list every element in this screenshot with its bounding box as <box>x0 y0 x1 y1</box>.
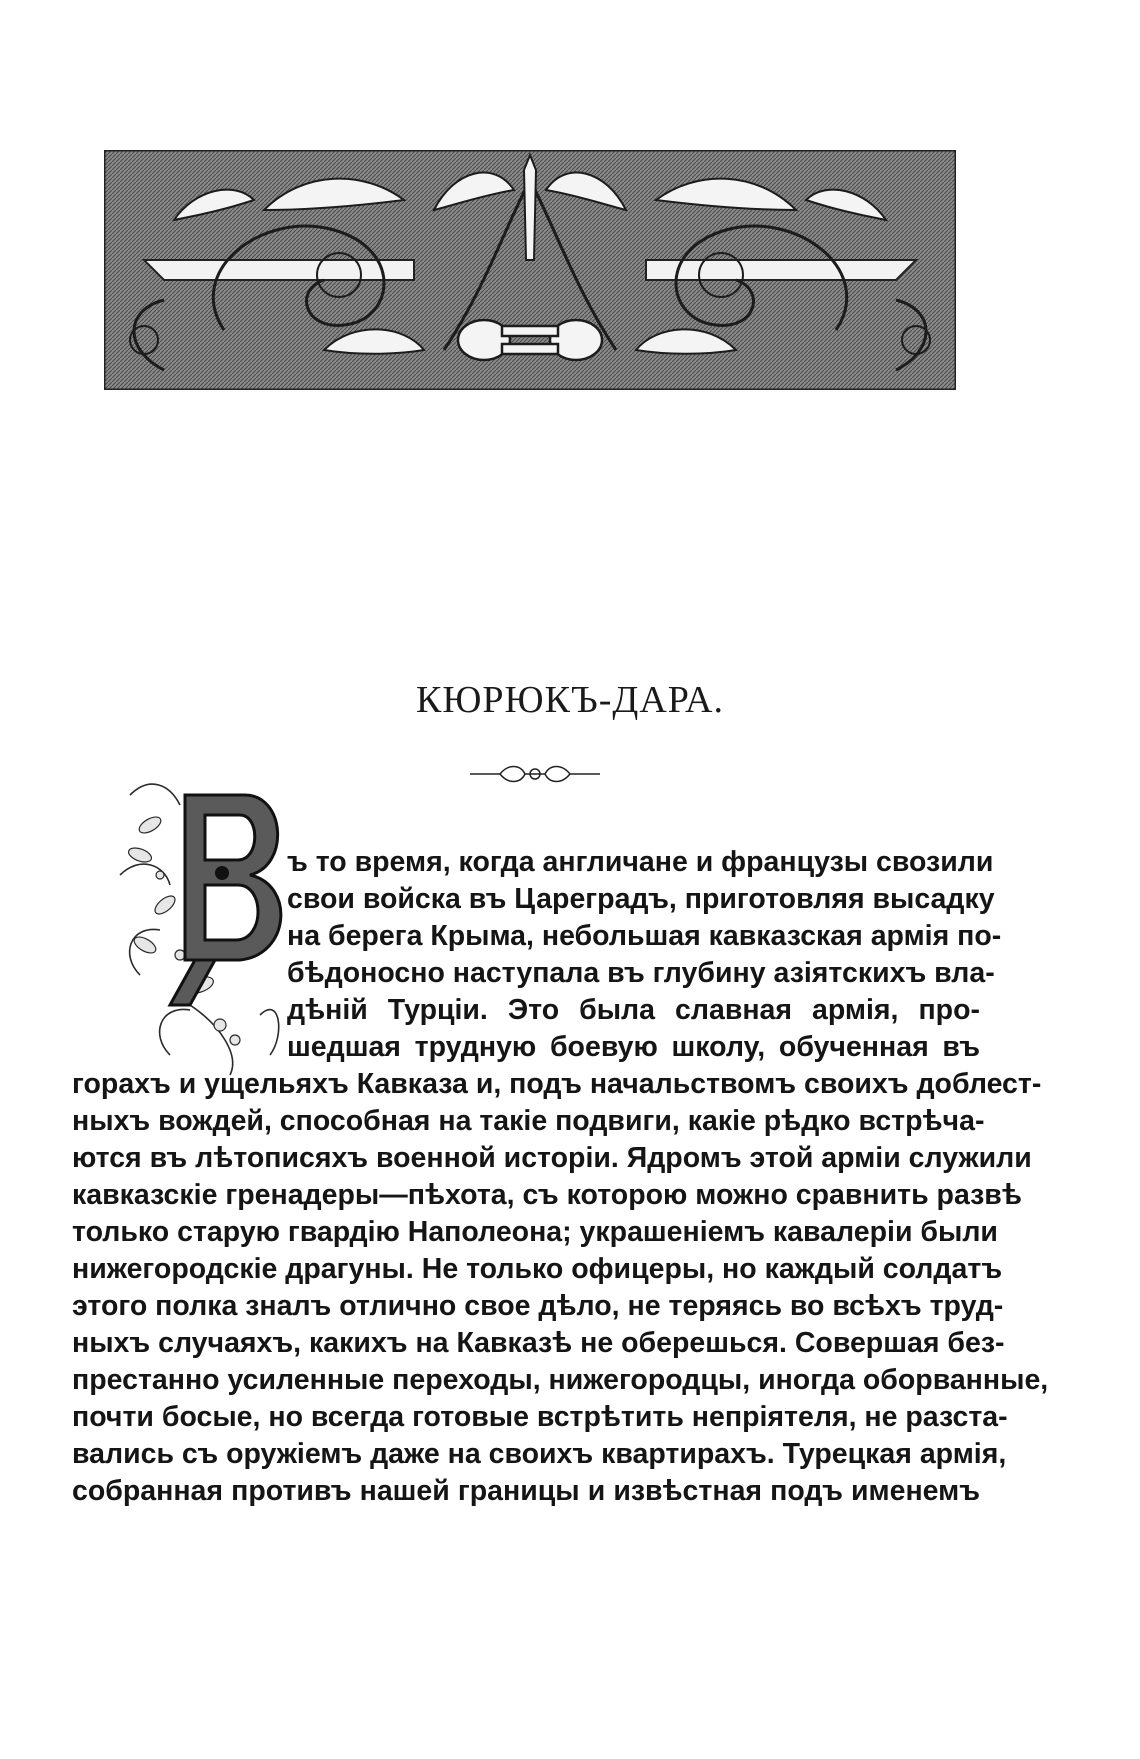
text-line: престанно усиленные переходы, нижегородцы, иногда оборванные, <box>72 1364 1049 1396</box>
text-line: только старую гвардію Наполеона; украшеніемъ кавалеріи были <box>72 1216 998 1248</box>
text-line: вались съ оружіемъ даже на своихъ квартирахъ. Турецкая армія, <box>72 1438 1007 1470</box>
text-line: шедшая трудную боевую школу, обученная въ <box>287 1031 980 1063</box>
acanthus-scroll-ornament-icon <box>104 150 956 390</box>
text-line: на берега Крыма, небольшая кавказская армія по- <box>287 920 1002 952</box>
flourish-divider-icon <box>470 762 600 786</box>
text-line: бѣдоносно наступала въ глубину азіятскихъ вла- <box>287 957 995 989</box>
text-line: горахъ и ущельяхъ Кавказа и, подъ начальствомъ своихъ доблест- <box>72 1068 1042 1100</box>
floral-initial-v-icon <box>110 755 295 1085</box>
text-line: почти босые, но всегда готовые встрѣтить непріятеля, не разста- <box>72 1401 1008 1433</box>
text-line: свои войска въ Цареградъ, приготовляя высадку <box>287 883 995 915</box>
chapter-title: КЮРЮКЪ-ДАРА. <box>415 679 724 721</box>
text-line: ъ то время, когда англичане и французы свозили <box>287 846 994 878</box>
text-line: нижегородскіе драгуны. Не только офицеры, но каждый солдатъ <box>72 1253 1003 1285</box>
text-line: ныхъ вождей, способная на такіе подвиги, какіе рѣдко встрѣча- <box>72 1105 985 1137</box>
text-line: дѣній Турціи. Это была славная армія, про- <box>287 994 980 1026</box>
text-line: собранная противъ нашей границы и извѣстная подъ именемъ <box>72 1475 980 1507</box>
text-line: кавказскіе гренадеры—пѣхота, съ которою можно сравнить развѣ <box>72 1179 1022 1211</box>
text-line: ются въ лѣтописяхъ военной исторіи. Ядромъ этой арміи служили <box>72 1142 1032 1174</box>
text-line: этого полка зналъ отлично свое дѣло, не теряясь во всѣхъ труд- <box>72 1290 1004 1322</box>
text-line: ныхъ случаяхъ, какихъ на Кавказѣ не оберешься. Совершая без- <box>72 1327 1005 1359</box>
